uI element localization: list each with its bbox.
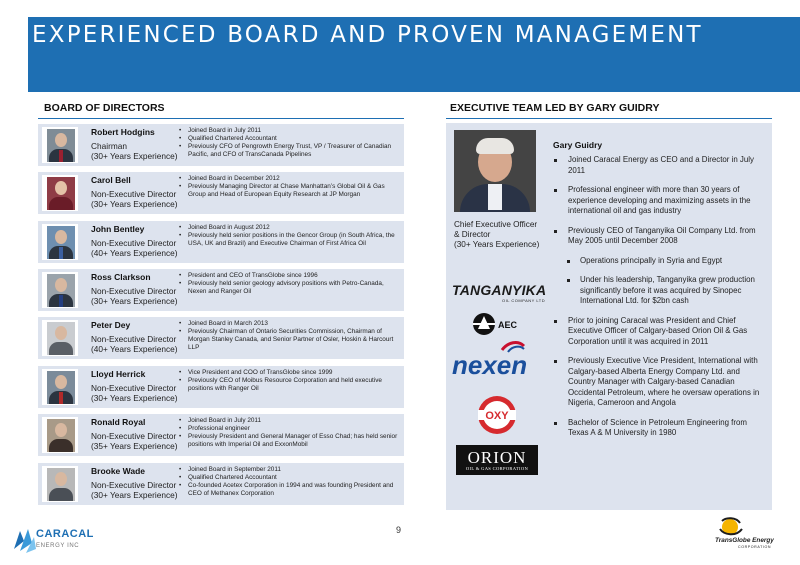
member-bullets <box>179 224 403 248</box>
board-member-row <box>38 317 404 359</box>
member-name: Brooke Wade <box>91 466 146 476</box>
member-photo <box>38 172 82 214</box>
member-role: Non-Executive Director <box>91 334 177 344</box>
member-bullets <box>179 369 403 393</box>
member-bullet: • Joined Board in September 2011 <box>179 466 403 474</box>
board-member-row <box>38 124 404 166</box>
board-member-row <box>38 269 404 311</box>
executive-heading: EXECUTIVE TEAM LED BY GARY GUIDRY <box>450 102 660 114</box>
executive-bullet: Previously CEO of Tanganyika Oil Company Ltd. from May 2005 until December 2008 <box>553 226 763 247</box>
tanganyika-logo-subtext: OIL COMPANY LTD <box>502 298 546 303</box>
orion-logo-text: ORION <box>467 448 527 467</box>
board-heading: BOARD OF DIRECTORS <box>44 102 165 114</box>
member-experience: (40+ Years Experience) <box>91 248 178 258</box>
executive-name: Gary Guidry <box>553 140 603 150</box>
member-bullet: • Previously CEO of Moibus Resource Corporation and held executive positions with Ranger Oil <box>179 377 403 393</box>
member-bullet: • Previously Managing Director at Chase Manhattan’s Global Oil & Gas Group and Head of European Equity Research at JP Morgan <box>179 183 403 199</box>
member-name: John Bentley <box>91 224 145 234</box>
ceo-experience: (30+ Years Experience) <box>454 240 540 249</box>
member-experience: (30+ Years Experience) <box>91 199 178 209</box>
member-experience: (35+ Years Experience) <box>91 441 178 451</box>
member-name: Robert Hodgins <box>91 127 155 137</box>
member-photo <box>38 463 82 505</box>
member-bullet: • Joined Board in July 2011 <box>179 127 403 135</box>
board-member-row <box>38 463 404 505</box>
member-bullet: • Qualified Chartered Accountant <box>179 474 403 482</box>
ceo-title-line: Chief Executive Officer <box>454 220 538 229</box>
member-bullet: • Professional engineer <box>179 425 403 433</box>
member-name: Ronald Royal <box>91 417 146 427</box>
member-photo <box>38 269 82 311</box>
oxy-emblem-icon <box>476 394 518 436</box>
aec-logo-text: AEC <box>498 320 518 330</box>
nexen-logo-text: nexen <box>452 350 528 380</box>
member-bullet: • Previously Chairman of Ontario Securities Commission, Chairman of Morgan Stanley Canada, and Senior Partner of Osler, Hoskin & Harcourt LLP <box>179 328 403 352</box>
aec-logo <box>470 310 530 338</box>
executive-heading-rule <box>446 118 772 119</box>
member-photo <box>38 414 82 456</box>
executive-sub-bullet: Operations principally in Syria and Egypt <box>553 256 763 267</box>
member-bullet: • Previously CFO of Pengrowth Energy Trust, VP / Treasurer of Canadian Pacific, and CFO of TransCanada Pipelines <box>179 143 403 159</box>
member-bullet: • Joined Board in July 2011 <box>179 417 403 425</box>
oxy-logo <box>476 394 518 436</box>
member-name: Peter Dey <box>91 320 131 330</box>
member-name: Lloyd Herrick <box>91 369 146 379</box>
ceo-caption <box>454 220 554 250</box>
nexen-swoosh-icon <box>452 340 542 380</box>
member-name: Ross Clarkson <box>91 272 151 282</box>
aec-emblem-icon <box>470 310 530 338</box>
member-bullets <box>179 466 403 498</box>
executive-bullets <box>553 155 763 448</box>
member-experience: (30+ Years Experience) <box>91 393 178 403</box>
member-bullet: • Joined Board in August 2012 <box>179 224 403 232</box>
ceo-photo <box>454 130 536 212</box>
member-photo <box>38 317 82 359</box>
executive-bullet: Joined Caracal Energy as CEO and a Director in July 2011 <box>553 155 763 176</box>
nexen-logo <box>452 340 542 380</box>
transglobe-logo-subtext: CORPORATION <box>738 545 772 549</box>
page-title: EXPERIENCED BOARD AND PROVEN MANAGEMENT <box>32 22 703 48</box>
executive-bullet: Professional engineer with more than 30 years of experience developing and maximizing assets in the international oil and gas industry <box>553 185 763 217</box>
executive-bullet: Bachelor of Science in Petroleum Engineering from Texas A & M University in 1980 <box>553 418 763 439</box>
board-heading-rule <box>38 118 404 119</box>
member-bullets <box>179 272 403 296</box>
member-bullets <box>179 175 403 199</box>
member-name: Carol Bell <box>91 175 131 185</box>
transglobe-logo-icon <box>708 515 794 555</box>
member-role: Non-Executive Director <box>91 383 177 393</box>
member-role: Chairman <box>91 141 127 151</box>
board-member-row <box>38 221 404 263</box>
member-photo <box>38 366 82 408</box>
member-role: Non-Executive Director <box>91 431 177 441</box>
transglobe-logo-text: TransGlobe Energy <box>715 537 774 544</box>
caracal-logo-text: CARACAL <box>36 528 94 540</box>
member-bullet: • Co-founded Acetex Corporation in 1994 and was founding President and CEO of Methanex Corporation <box>179 482 403 498</box>
ceo-title-line: & Director <box>454 230 491 239</box>
board-member-row <box>38 366 404 408</box>
orion-logo-subtext: OIL & GAS CORPORATION <box>465 466 529 471</box>
member-experience: (40+ Years Experience) <box>91 344 178 354</box>
member-bullet: • Previously held senior positions in the Gencor Group (in South Africa, the USA, UK and Brazil) and Executive Chairman of First Africa Oil <box>179 232 403 248</box>
caracal-logo-subtext: ENERGY INC <box>36 543 80 549</box>
member-role: Non-Executive Director <box>91 189 177 199</box>
member-experience: (30+ Years Experience) <box>91 490 178 500</box>
board-member-row <box>38 414 404 456</box>
board-member-row <box>38 172 404 214</box>
oxy-logo-text: OXY <box>485 410 509 422</box>
tanganyika-logo <box>452 282 547 304</box>
page-number: 9 <box>396 525 402 535</box>
member-role: Non-Executive Director <box>91 238 177 248</box>
executive-bullet: Previously Executive Vice President, International with Calgary-based Alberta Energy Company Ltd. and Country Manager with Calgary-based Canadian Occidental Petroleum, where he oversaw operations in Nigeria, Cameroon and Angola <box>553 356 763 409</box>
member-bullets <box>179 320 403 352</box>
orion-logo <box>456 445 538 475</box>
tanganyika-logo-text: TANGANYIKA <box>452 282 547 298</box>
member-role: Non-Executive Director <box>91 286 177 296</box>
member-photo <box>38 221 82 263</box>
executive-sub-bullet: Under his leadership, Tanganyika grew production significantly before it was acquired by Sinopec International Ltd. for $2bn cash <box>553 275 763 307</box>
member-role: Non-Executive Director <box>91 480 177 490</box>
member-bullet: • Qualified Chartered Accountant <box>179 135 403 143</box>
member-bullet: • Joined Board in March 2013 <box>179 320 403 328</box>
member-photo <box>38 124 82 166</box>
member-experience: (30+ Years Experience) <box>91 151 178 161</box>
member-bullet: • Previously President and General Manager of Esso Chad; has held senior positions with Imperial Oil and ExxonMobil <box>179 433 403 449</box>
member-bullet: • Previously held senior geology advisory positions with Petro-Canada, Nexen and Ranger Oil <box>179 280 403 296</box>
member-bullet: • Joined Board in December 2012 <box>179 175 403 183</box>
member-bullets <box>179 417 403 449</box>
member-experience: (30+ Years Experience) <box>91 296 178 306</box>
member-bullet: • President and CEO of TransGlobe since 1996 <box>179 272 403 280</box>
member-bullets <box>179 127 403 159</box>
member-bullet: • Vice President and COO of TransGlobe since 1999 <box>179 369 403 377</box>
executive-bullet: Prior to joining Caracal was President and Chief Executive Officer of Calgary-based Orion Oil & Gas Corporation until it was acquired in 2011 <box>553 316 763 348</box>
